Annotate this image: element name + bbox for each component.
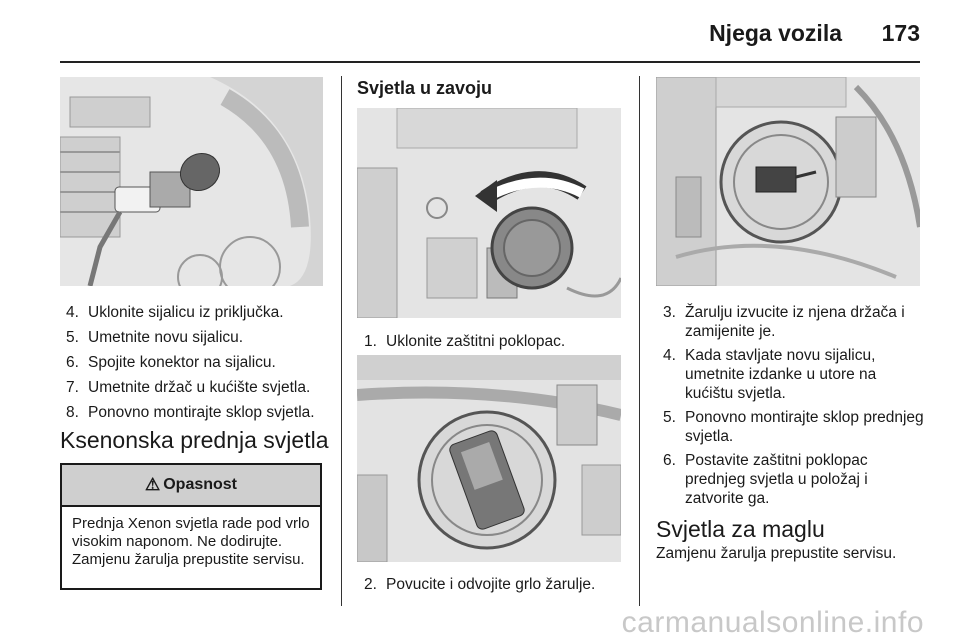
warning-text: Prednja Xenon svjetla rade pod vrlo visokim naponom. Ne dodirujte. Zamjenu žarulja prepustite servisu. [72, 515, 310, 568]
step-number: 1. [364, 333, 377, 350]
section-heading-fog-lights: Svjetla za maglu [656, 516, 825, 542]
step-text: Umetnite držač u kućište svjetla. [88, 379, 311, 396]
running-title: Njega vozila [709, 20, 842, 46]
section-heading-cornering: Svjetla u zavoju [357, 78, 493, 98]
step-text: Žarulju izvucite iz njena držača i zamijenite je. [685, 304, 905, 340]
list-item [364, 332, 629, 351]
warning-header [62, 465, 320, 507]
bulb-removal-photo [60, 77, 323, 286]
page-number: 173 [881, 20, 920, 46]
step-number: 5. [66, 329, 79, 346]
step-text: Kada stavljate novu sijalicu, umetnite izdanke u utore na kućištu svjetla. [685, 347, 877, 402]
list-item [66, 403, 336, 422]
cornering-cover-photo [357, 108, 621, 318]
warning-title: Opasnost [163, 476, 238, 493]
warning-box [60, 463, 322, 590]
list-item [66, 303, 336, 322]
step-number: 3. [663, 304, 676, 321]
step-text: Povucite i odvojite grlo žarulje. [386, 576, 596, 593]
list-item [364, 575, 629, 594]
page-header [60, 18, 920, 58]
step-text: Ponovno montirajte sklop prednjeg svjetla. [685, 409, 924, 445]
column-divider-1 [341, 76, 342, 606]
list-item [66, 378, 336, 397]
section-heading-xenon: Ksenonska prednja svjetla [60, 427, 329, 453]
list-item [663, 451, 925, 508]
step-number: 4. [663, 347, 676, 364]
header-rule [60, 61, 920, 63]
col2-step-1 [364, 332, 629, 357]
step-number: 5. [663, 409, 676, 426]
col2-step-2 [364, 575, 629, 600]
step-number: 6. [66, 354, 79, 371]
fog-lights-paragraph: Zamjenu žarulja prepustite servisu. [656, 545, 897, 562]
step-text: Spojite konektor na sijalicu. [88, 354, 276, 371]
step-number: 2. [364, 576, 377, 593]
step-text: Postavite zaštitni poklopac prednjeg svjetla u položaj i zatvorite ga. [685, 452, 868, 507]
warning-triangle-icon: ⚠ [144, 475, 161, 494]
list-item [663, 303, 925, 341]
step-text: Uklonite zaštitni poklopac. [386, 333, 566, 350]
step-number: 6. [663, 452, 676, 469]
list-item [66, 353, 336, 372]
bulb-socket-photo [357, 355, 621, 562]
step-number: 4. [66, 304, 79, 321]
list-item [663, 346, 925, 403]
step-number: 7. [66, 379, 79, 396]
step-text: Ponovno montirajte sklop svjetla. [88, 404, 315, 421]
step-number: 8. [66, 404, 79, 421]
list-item [663, 408, 925, 446]
bulb-replacement-photo [656, 77, 920, 286]
list-item [66, 328, 336, 347]
watermark: carmanualsonline.info [621, 606, 924, 639]
column-divider-2 [639, 76, 640, 606]
step-text: Uklonite sijalicu iz priključka. [88, 304, 284, 321]
step-text: Umetnite novu sijalicu. [88, 329, 244, 346]
col1-step-list [66, 303, 336, 428]
col3-step-list [663, 303, 925, 514]
